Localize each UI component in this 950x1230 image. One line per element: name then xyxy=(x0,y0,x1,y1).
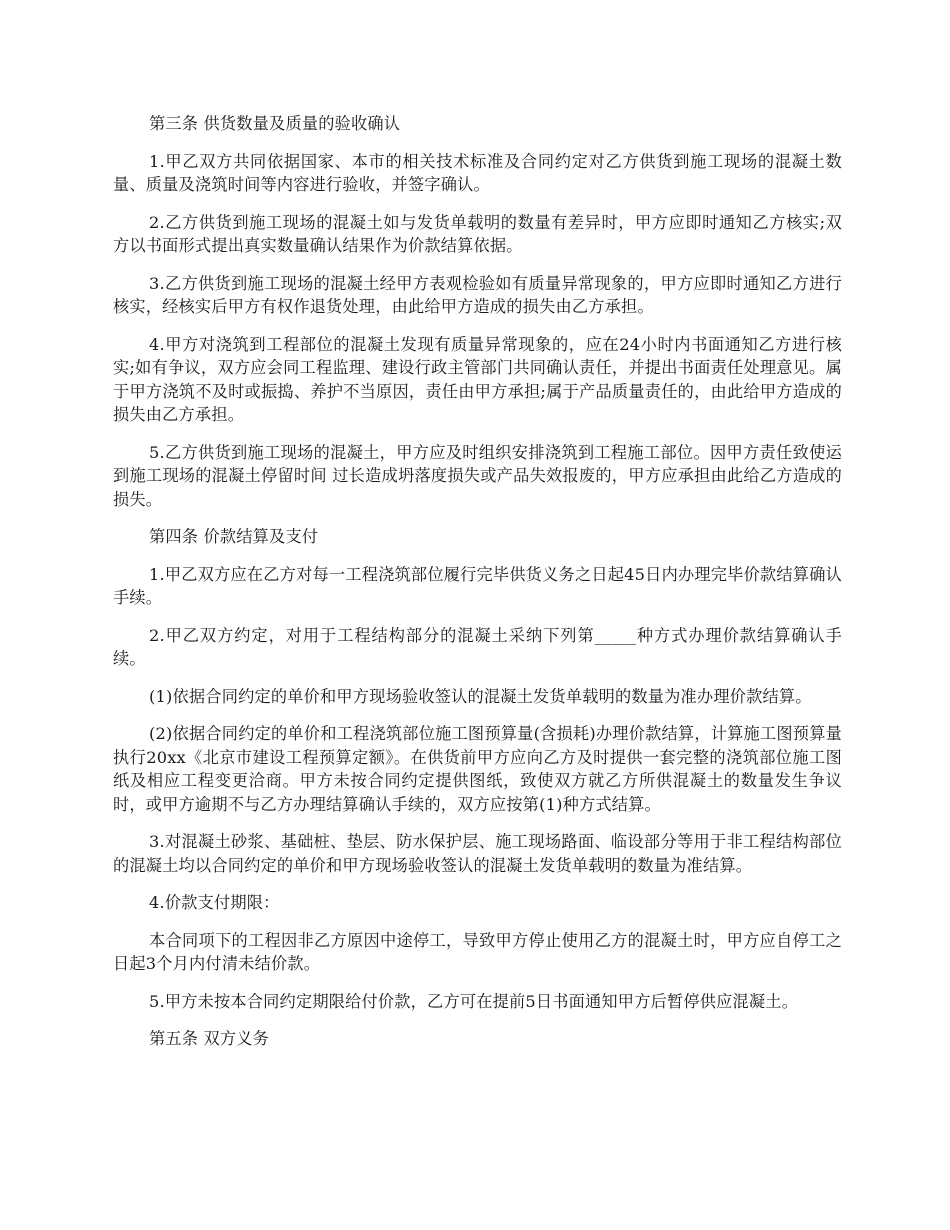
article-4-clause-2: 2.甲乙双方约定，对用于工程结构部分的混凝土采纳下列第_____种方式办理价款结算确认手续。 xyxy=(113,625,842,668)
article-4-clause-4-detail: 本合同项下的工程因非乙方原因中途停工，导致甲方停止使用乙方的混凝土时，甲方应自停工之日起3个月内付清未结价款。 xyxy=(113,930,842,973)
article-4-clause-5: 5.甲方未按本合同约定期限给付价款，乙方可在提前5日书面通知甲方后暂停供应混凝土。 xyxy=(149,991,799,1011)
article-4-heading: 第四条 价款结算及支付 xyxy=(149,527,319,546)
article-3-heading: 第三条 供货数量及质量的验收确认 xyxy=(149,114,401,133)
article-3-clause-3: 3.乙方供货到施工现场的混凝土经甲方表观检验如有质量异常现象的，甲方应即时通知乙方进行核实，经核实后甲方有权作退货处理，由此给甲方造成的损失由乙方承担。 xyxy=(113,273,842,316)
article-5-heading: 第五条 双方义务 xyxy=(149,1029,270,1048)
article-4-option-2: (2)依据合同约定的单价和工程浇筑部位施工图预算量(含损耗)办理价款结算，计算施工图预算量执行20xx《北京市建设工程预算定额》。在供货前甲方应向乙方及时提供一套完整的浇筑部位施工图纸及相应工程变更洽商。甲方未按合同约定提供图纸，致使双方就乙方所供混凝土的数量发生争议时，或甲方逾期不与乙方办理结算确认手续的，双方应按第(1)种方式结算。 xyxy=(113,724,842,814)
article-4-option-1: (1)依据合同约定的单价和甲方现场验收签认的混凝土发货单载明的数量为准办理价款结算。 xyxy=(149,686,812,706)
article-4-clause-1: 1.甲乙双方应在乙方对每一工程浇筑部位履行完毕供货义务之日起45日内办理完毕价款结算确认手续。 xyxy=(113,564,842,607)
article-3-clause-5: 5.乙方供货到施工现场的混凝土，甲方应及时组织安排浇筑到工程施工部位。因甲方责任致使运到施工现场的混凝土停留时间 过长造成坍落度损失或产品失效报废的，甲方应承担由此给乙方造成的损失。 xyxy=(113,442,842,509)
article-3-clause-2: 2.乙方供货到施工现场的混凝土如与发货单载明的数量有差异时，甲方应即时通知乙方核实;双方以书面形式提出真实数量确认结果作为价款结算依据。 xyxy=(113,212,842,255)
article-3-clause-1: 1.甲乙双方共同依据国家、本市的相关技术标准及合同约定对乙方供货到施工现场的混凝土数量、质量及浇筑时间等内容进行验收，并签字确认。 xyxy=(113,151,842,194)
article-3-clause-4: 4.甲方对浇筑到工程部位的混凝土发现有质量异常现象的，应在24小时内书面通知乙方进行核实;如有争议，双方应会同工程监理、建设行政主管部门共同确认责任，并提出书面责任处理意见。属于甲方浇筑不及时或振捣、养护不当原因，责任由甲方承担;属于产品质量责任的，由此给甲方造成的损失由乙方承担。 xyxy=(113,334,842,424)
article-4-clause-3: 3.对混凝土砂浆、基础桩、垫层、防水保护层、施工现场路面、临设部分等用于非工程结构部位的混凝土均以合同约定的单价和甲方现场验收签认的混凝土发货单载明的数量为准结算。 xyxy=(113,832,842,875)
article-4-clause-4: 4.价款支付期限： xyxy=(149,893,280,912)
